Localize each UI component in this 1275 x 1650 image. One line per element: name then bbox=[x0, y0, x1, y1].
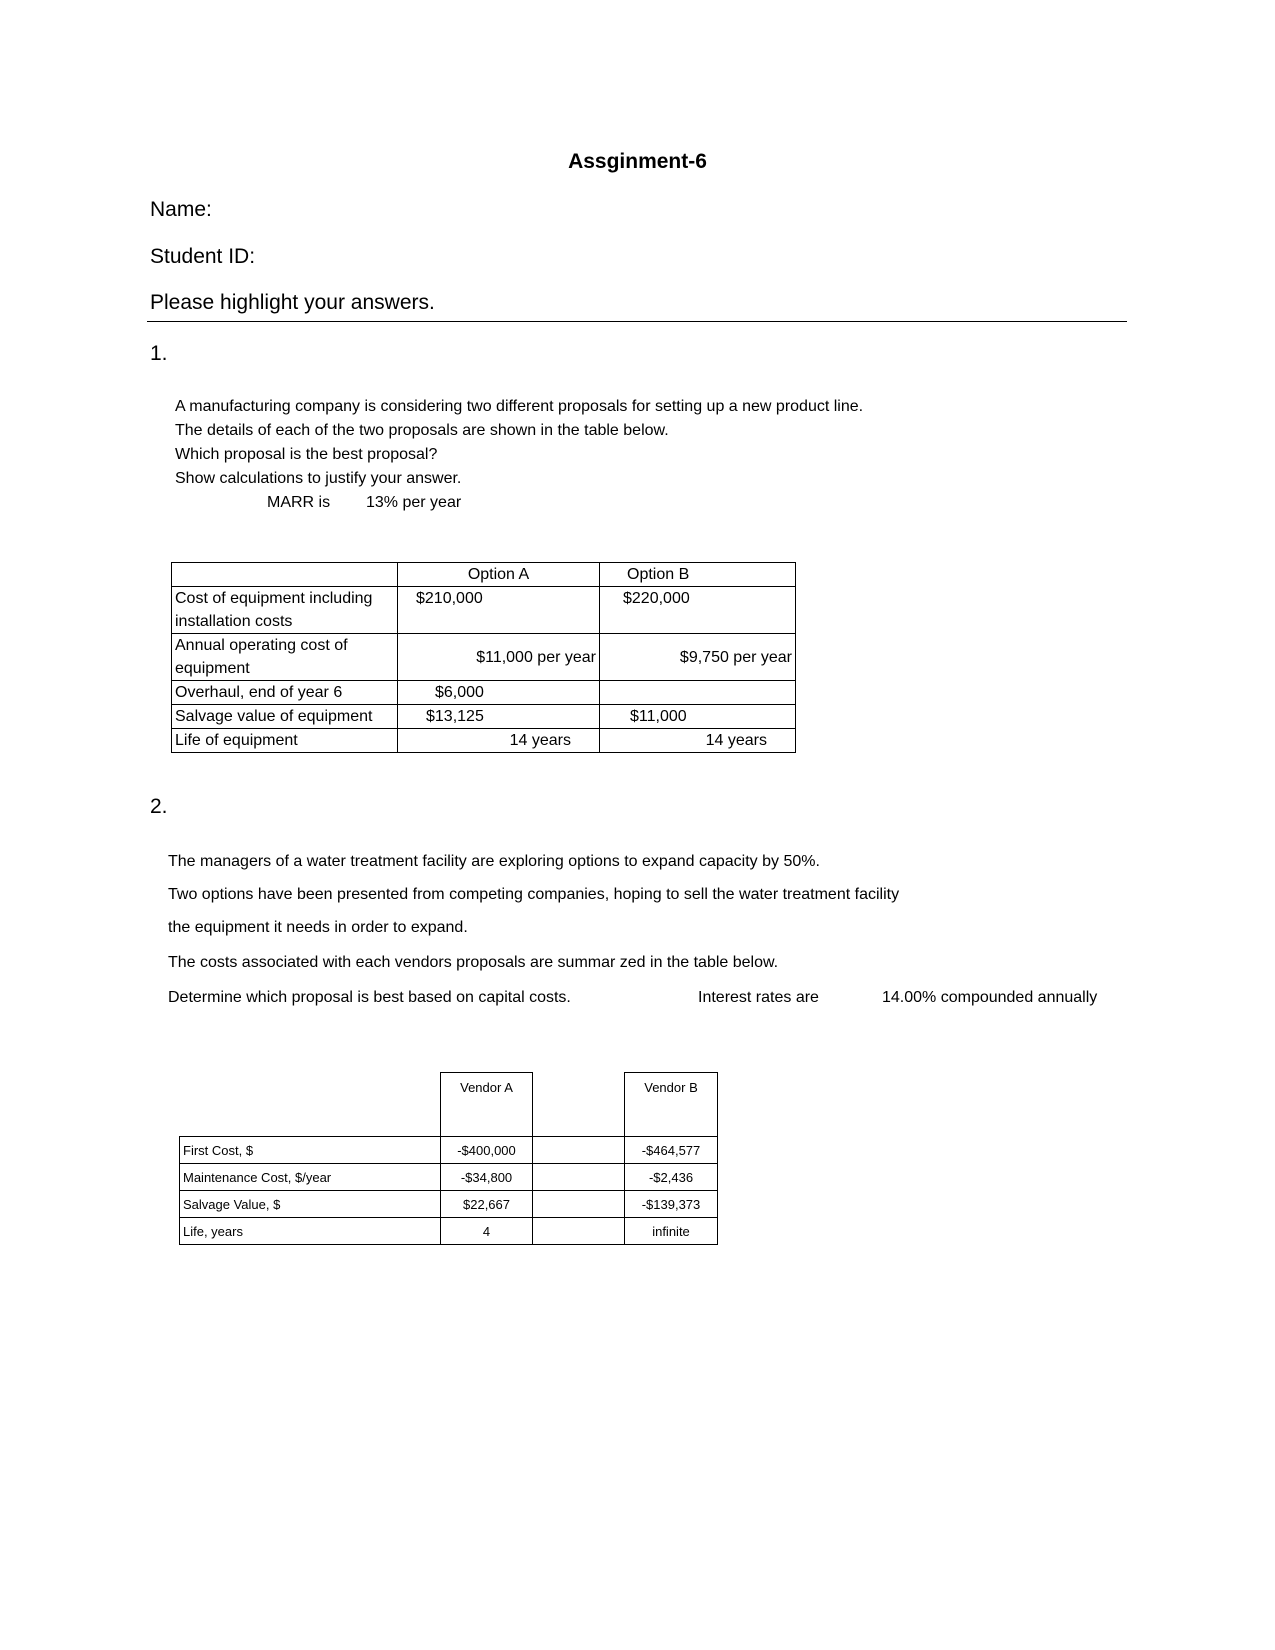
table-cell bbox=[533, 1191, 625, 1218]
question-1-number: 1. bbox=[150, 342, 168, 365]
option-b-value bbox=[600, 681, 796, 705]
table-cell bbox=[533, 1073, 625, 1137]
table-header-row bbox=[180, 1073, 718, 1137]
row-label: Overhaul, end of year 6 bbox=[172, 681, 398, 705]
q2-line-4: The costs associated with each vendors proposals are summar zed in the table below. bbox=[168, 954, 779, 971]
vendor-a-value: $22,667 bbox=[441, 1191, 533, 1218]
row-label: Salvage value of equipment bbox=[172, 705, 398, 729]
vendor-b-value: -$2,436 bbox=[625, 1164, 718, 1191]
row-label: Life of equipment bbox=[172, 729, 398, 753]
row-label: Maintenance Cost, $/year bbox=[180, 1164, 441, 1191]
option-a-value: $6,000 bbox=[398, 681, 600, 705]
q2-line-3: the equipment it needs in order to expand. bbox=[168, 919, 468, 936]
option-b-value: $9,750 per year bbox=[600, 634, 796, 681]
q1-line-2: The details of each of the two proposals are shown in the table below. bbox=[175, 422, 669, 439]
option-b-value: $220,000 bbox=[600, 587, 796, 634]
vendor-b-value: -$139,373 bbox=[625, 1191, 718, 1218]
vendor-a-value: -$34,800 bbox=[441, 1164, 533, 1191]
table-row bbox=[180, 1137, 718, 1164]
q2-line-1: The managers of a water treatment facility are exploring options to expand capacity by 50%. bbox=[168, 853, 820, 870]
table-cell bbox=[533, 1164, 625, 1191]
q1-line-4: Show calculations to justify your answer. bbox=[175, 470, 462, 487]
table-row bbox=[172, 634, 796, 681]
row-label: Life, years bbox=[180, 1218, 441, 1245]
name-label: Name: bbox=[150, 198, 212, 221]
table-row bbox=[172, 587, 796, 634]
table-row bbox=[172, 705, 796, 729]
interest-label: Interest rates are bbox=[698, 989, 819, 1006]
option-b-value: 14 years bbox=[600, 729, 796, 753]
row-label: Salvage Value, $ bbox=[180, 1191, 441, 1218]
page-title: Assginment-6 bbox=[568, 150, 707, 173]
row-label: Cost of equipment including installation costs bbox=[172, 587, 398, 634]
table-row bbox=[180, 1218, 718, 1245]
vendor-b-value: -$464,577 bbox=[625, 1137, 718, 1164]
question-2-number: 2. bbox=[150, 795, 168, 818]
table-cell bbox=[533, 1218, 625, 1245]
table-header-row bbox=[172, 563, 796, 587]
row-label: First Cost, $ bbox=[180, 1137, 441, 1164]
marr-value: 13% per year bbox=[366, 494, 462, 511]
option-a-value: $13,125 bbox=[398, 705, 600, 729]
table-cell bbox=[180, 1073, 441, 1137]
student-id-label: Student ID: bbox=[150, 245, 256, 268]
q2-vendors-table bbox=[179, 1072, 718, 1245]
option-b-value: $11,000 bbox=[600, 705, 796, 729]
instruction-text: Please highlight your answers. bbox=[150, 291, 435, 314]
column-header-vendor-b: Vendor B bbox=[625, 1073, 718, 1137]
q2-line-2: Two options have been presented from competing companies, hoping to sell the water treatment facility bbox=[168, 886, 900, 903]
option-a-value: $210,000 bbox=[398, 587, 600, 634]
q2-line-5: Determine which proposal is best based on capital costs. bbox=[168, 989, 571, 1006]
table-row bbox=[172, 729, 796, 753]
row-label: Annual operating cost of equipment bbox=[172, 634, 398, 681]
vendor-a-value: 4 bbox=[441, 1218, 533, 1245]
column-header-vendor-a: Vendor A bbox=[441, 1073, 533, 1137]
option-a-value: 14 years bbox=[398, 729, 600, 753]
table-row bbox=[172, 681, 796, 705]
q1-line-1: A manufacturing company is considering two different proposals for setting up a new product line. bbox=[175, 398, 864, 415]
table-cell bbox=[172, 563, 398, 587]
table-cell bbox=[533, 1137, 625, 1164]
table-row bbox=[180, 1164, 718, 1191]
interest-value: 14.00% compounded annually bbox=[882, 989, 1098, 1006]
column-header-option-b: Option B bbox=[600, 563, 796, 587]
q1-options-table bbox=[171, 562, 796, 753]
vendor-a-value: -$400,000 bbox=[441, 1137, 533, 1164]
vendor-b-value: infinite bbox=[625, 1218, 718, 1245]
marr-label: MARR is bbox=[267, 494, 331, 511]
option-a-value: $11,000 per year bbox=[398, 634, 600, 681]
table-row bbox=[180, 1191, 718, 1218]
header-divider bbox=[147, 321, 1127, 322]
q1-line-3: Which proposal is the best proposal? bbox=[175, 446, 438, 463]
column-header-option-a: Option A bbox=[398, 563, 600, 587]
